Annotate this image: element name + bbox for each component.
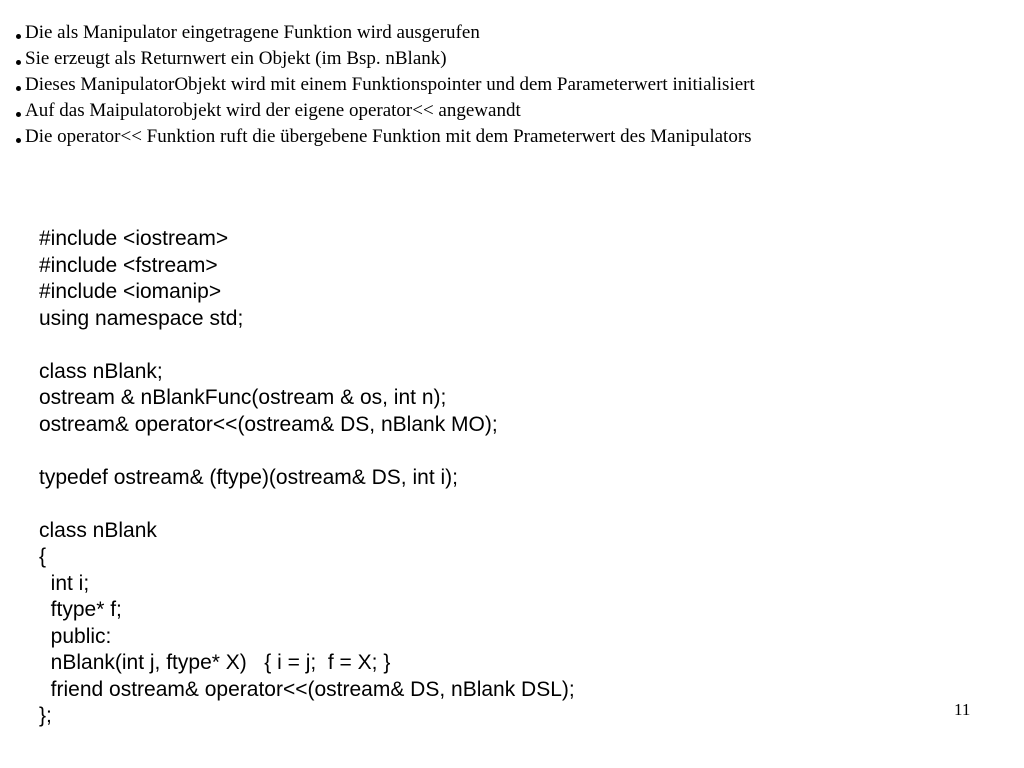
bullet-item bbox=[16, 46, 755, 72]
bullet-text: Dieses ManipulatorObjekt wird mit einem Funktionspointer und dem Parameterwert initialisiert bbox=[25, 74, 755, 95]
code-line: ostream& operator<<(ostream& DS, nBlank MO); bbox=[39, 412, 498, 436]
code-line: class nBlank; bbox=[39, 359, 163, 383]
code-line: #include <iostream> bbox=[39, 227, 229, 250]
bullet-dot-icon bbox=[16, 112, 21, 117]
code-line: int i; bbox=[39, 571, 90, 595]
bullet-dot-icon bbox=[16, 60, 21, 65]
code-line: typedef ostream& (ftype)(ostream& DS, int i); bbox=[39, 465, 458, 489]
bullet-text: Die als Manipulator eingetragene Funktion wird ausgerufen bbox=[25, 22, 480, 43]
code-block bbox=[39, 226, 575, 730]
code-line: class nBlank bbox=[39, 518, 157, 542]
code-line: public: bbox=[39, 624, 112, 648]
bullet-text: Auf das Maipulatorobjekt wird der eigene operator<< angewandt bbox=[25, 100, 521, 121]
bullet-item bbox=[16, 20, 755, 46]
code-line: #include <iomanip> bbox=[39, 280, 222, 303]
bullet-text: Die operator<< Funktion ruft die übergebene Funktion mit dem Prameterwert des Manipulators bbox=[25, 126, 752, 147]
code-line bbox=[39, 491, 575, 518]
code-line: }; bbox=[39, 704, 52, 727]
bullet-item bbox=[16, 72, 755, 98]
code-line: friend ostream& operator<<(ostream& DS, nBlank DSL); bbox=[39, 677, 575, 701]
code-line bbox=[39, 438, 575, 465]
bullet-text: Sie erzeugt als Returnwert ein Objekt (im Bsp. nBlank) bbox=[25, 48, 447, 69]
code-line: using namespace std; bbox=[39, 306, 244, 330]
code-line: #include <fstream> bbox=[39, 253, 218, 277]
page-number: 11 bbox=[954, 700, 971, 719]
bullet-dot-icon bbox=[16, 86, 21, 91]
bullet-dot-icon bbox=[16, 34, 21, 39]
bullet-dot-icon bbox=[16, 138, 21, 143]
code-line: ftype* f; bbox=[39, 598, 122, 621]
code-line: nBlank(int j, ftype* X) { i = j; f = X; } bbox=[39, 651, 391, 674]
bullet-list bbox=[16, 20, 755, 150]
code-line: ostream & nBlankFunc(ostream & os, int n); bbox=[39, 386, 447, 409]
bullet-item bbox=[16, 124, 755, 150]
bullet-item bbox=[16, 98, 755, 124]
code-line: { bbox=[39, 545, 47, 568]
code-line bbox=[39, 332, 575, 359]
